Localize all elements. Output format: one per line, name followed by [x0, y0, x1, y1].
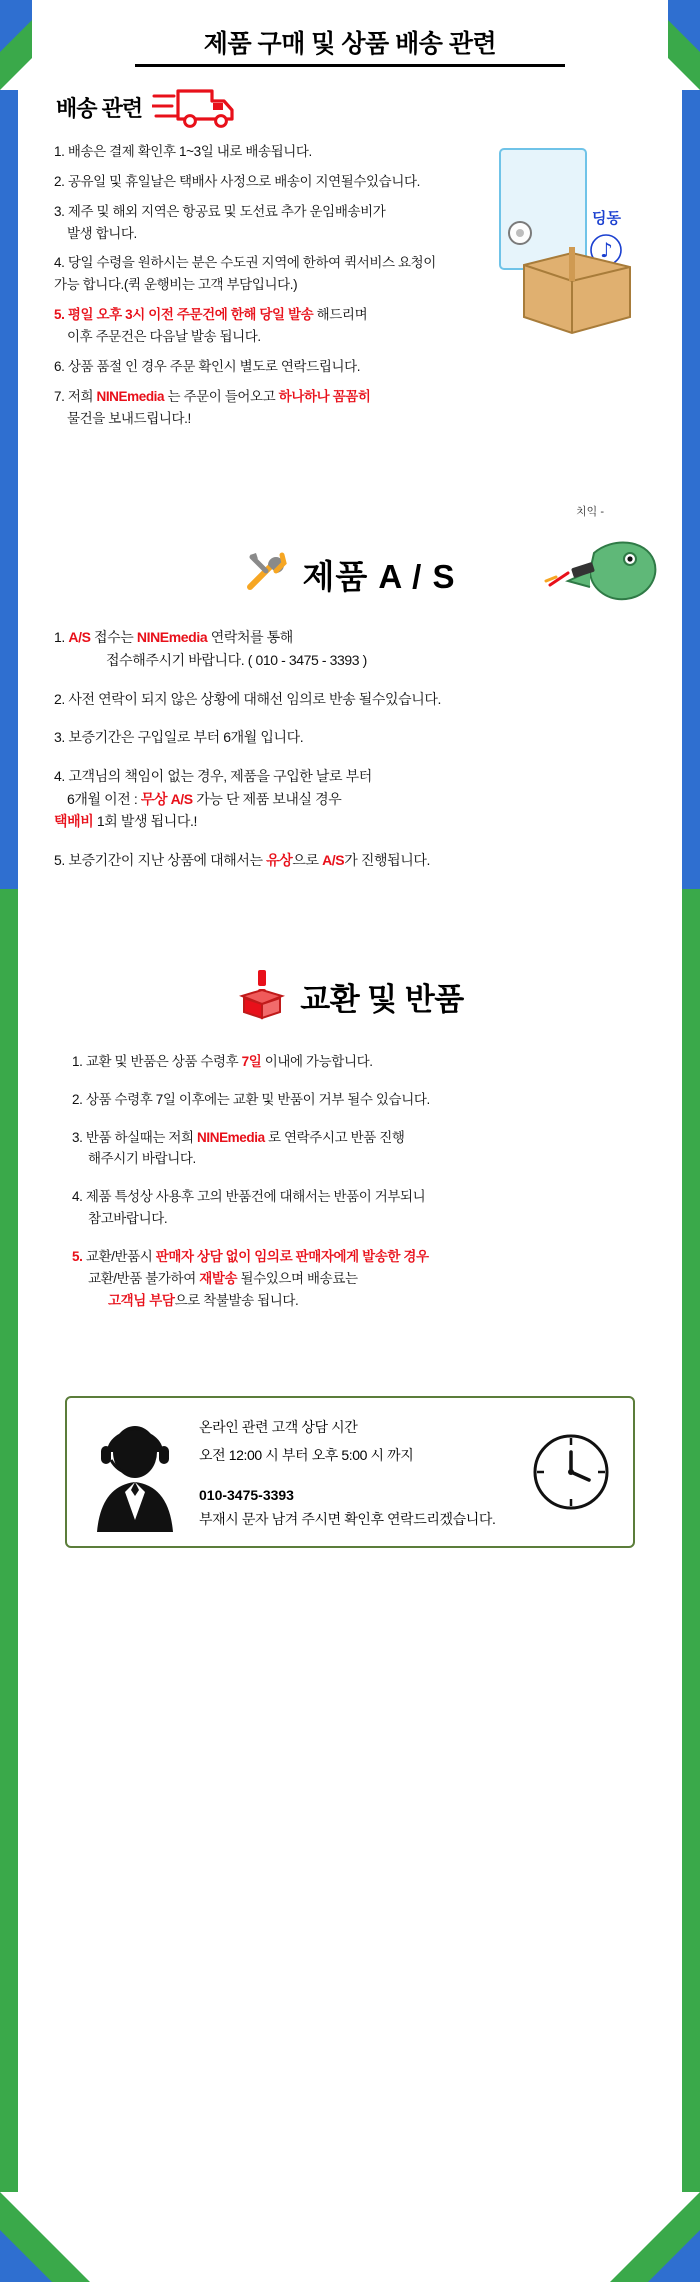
parcel-doorbell-illustration [480, 147, 664, 337]
shipping-section [32, 85, 668, 429]
as-section [32, 506, 668, 871]
list-item: 1. 교환 및 반품은 상품 수령후 7일 이내에 가능합니다. [72, 1053, 373, 1069]
list-item: 3. 반품 하실때는 저희 NINEmedia 로 연락주시고 반품 진행 해주시기 바랍니다. [72, 1129, 405, 1167]
list-item: 2. 공유일 및 휴일날은 택배사 사정으로 배송이 지연될수있습니다. [54, 173, 420, 189]
side-stripe-left [0, 90, 18, 2192]
clock-icon [525, 1426, 617, 1518]
delivery-truck-icon [152, 85, 238, 129]
contact-phone[interactable]: 010-3475-3393 [199, 1486, 294, 1503]
as-heading: 제품 A / S [302, 558, 456, 596]
exchange-heading-row [54, 968, 646, 1025]
contact-box [65, 1396, 635, 1548]
list-item: 6. 상품 품절 인 경우 주문 확인시 별도로 연락드립니다. [54, 358, 361, 374]
list-item: 2. 사전 연락이 되지 않은 상황에 대해선 임의로 반송 될수있습니다. [54, 690, 442, 707]
mascot-speech-text: 치익 - [576, 506, 604, 519]
footer-spacer [32, 1548, 668, 1608]
contact-text-block [197, 1415, 515, 1529]
list-item: 4. 당일 수령을 원하시는 분은 수도권 지역에 한하여 퀵서비스 요청이 가능 합니다.(퀵 운행비는 고객 부담입니다.) [54, 255, 436, 293]
list-item: 5. 교환/반품시 판매자 상담 없이 임의로 판매자에게 발송한 경우 교환/반품 불가하여 재발송 될수있으며 배송료는 고객님 부담으로 착불발송 됩니다. [72, 1248, 429, 1308]
shipping-heading: 배송 관련 [56, 95, 143, 121]
open-box-warning-icon [236, 968, 288, 1025]
svg-text:딩동: 딩동 [592, 210, 621, 227]
list-item: 2. 상품 수령후 7일 이후에는 교환 및 반품이 거부 될수 있습니다. [72, 1091, 430, 1107]
list-item: 4. 고객님의 책임이 없는 경우, 제품을 구입한 날로 부터 6개월 이전 : 무상 A/S 가능 단 제품 보내실 경우 택배비 1회 발생 됩니다.! [54, 768, 372, 830]
headset-agent-icon [83, 1412, 187, 1532]
shipping-heading-row [56, 85, 646, 129]
svg-text:♪: ♪ [600, 238, 613, 262]
contact-hours-value: 오전 12:00 시 부터 오후 5:00 시 까지 [199, 1446, 414, 1463]
list-item: 5. 평일 오후 3시 이전 주문건에 한해 당일 발송 해드리며 이후 주문건은 다음날 발송 됩니다. [54, 307, 368, 345]
page-title: 제품 구매 및 상품 배송 관련 [203, 30, 497, 58]
list-item: 3. 보증기간은 구입일로 부터 6개월 입니다. [54, 729, 304, 746]
list-item: 4. 제품 특성상 사용후 고의 반품건에 대해서는 반품이 거부되니 참고바랍니다. [72, 1189, 426, 1227]
exchange-section [32, 968, 668, 1312]
contact-hours-label: 온라인 관련 고객 상담 시간 [199, 1418, 358, 1435]
tools-icon [244, 549, 290, 600]
list-item: 1. A/S 접수는 NINEmedia 연락처를 통해 접수해주시기 바랍니다. ( 010 - 3475 - 3393 ) [54, 629, 367, 669]
crocodile-mascot-illustration [542, 507, 662, 627]
list-item: 3. 제주 및 해외 지역은 항공료 및 도선료 추가 운임배송비가 발생 합니다. [54, 203, 386, 241]
contact-footer [65, 1396, 635, 1548]
list-item: 5. 보증기간이 지난 상품에 대해서는 유상으로 A/S가 진행됩니다. [54, 852, 430, 869]
title-underline [135, 64, 565, 67]
contact-note: 부재시 문자 남겨 주시면 확인후 연락드리겠습니다. [199, 1510, 496, 1527]
corner-decoration-bottom-left-blue [0, 2230, 52, 2282]
exchange-heading: 교환 및 반품 [300, 981, 464, 1017]
list-item: 7. 저희 NINEmedia 는 주문이 들어오고 하나하나 꼼꼼히 물건을 보내드립니다.! [54, 388, 371, 426]
list-item: 1. 배송은 결제 확인후 1~3일 내로 배송됩니다. [54, 144, 312, 159]
corner-decoration-bottom-right-blue [648, 2230, 700, 2282]
exchange-list [54, 1051, 646, 1312]
as-list [54, 626, 646, 871]
side-stripe-right [682, 90, 700, 2192]
